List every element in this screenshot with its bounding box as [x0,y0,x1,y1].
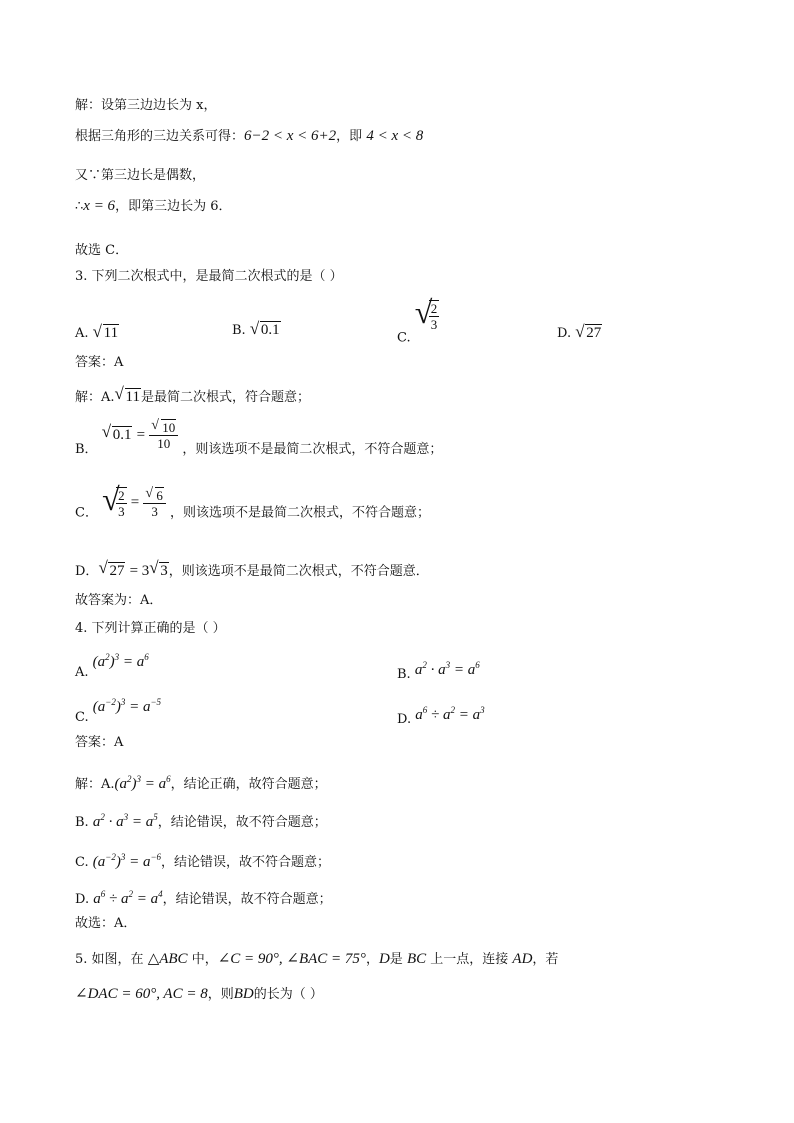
sol2-line2-mid: ，即 [336,129,363,144]
q4-option-d-label: D. [397,712,412,727]
sol2-line2 [75,127,423,146]
q3-sol-a-radicand: 11 [125,389,140,405]
q3-option-c [397,294,439,346]
q3-answer: 答案：A [75,355,124,370]
q3-sol-c [75,481,430,523]
q3-sol-b-post: ，则该选项不是最简二次根式，不符合题意； [182,442,443,457]
q3-option-a-label: A. [75,326,89,341]
sqrt-icon: √ 6 [145,485,163,503]
q4-sol-c-expr: $(a^{-2})^3 = a^{-6}$ [92,852,162,870]
q3-option-c-num: 2 [430,301,438,316]
q4-sol-d-label: D. [75,892,90,907]
q4-sol-c-label: C. [75,855,89,870]
q4-sol-c-post: ，结论错误，故不符合题意； [161,855,331,870]
q3-sol-b-num: 10 [162,420,176,435]
q5-p1: 5. 如图，在 [75,952,144,967]
q5-ad: AD [512,951,533,967]
q3-option-d-radicand: 27 [586,325,602,341]
q5-line1 [75,950,558,969]
q3-sol-c-label: C． [75,505,98,521]
q3-sol-a [75,384,310,407]
q5-l2-p2: 的长为（ ） [253,987,323,1002]
sqrt-icon: √ $\frac{2}{3}$ [102,481,125,519]
q3-sol-b-label: B． [75,442,98,457]
q5-bc: BC [406,951,427,967]
sol2-line1: 解：设第三边边长为 x， [75,98,217,113]
q3-final: 故答案为：A． [75,593,163,608]
q4-sol-b [75,808,327,832]
q3-sol-d-radicand2: 3 [160,563,168,579]
q5-point-d: D [378,951,390,967]
q5-given: ∠DAC = 60°, AC = 8 [75,986,208,1002]
q5-p6: ，若 [532,952,559,967]
sqrt-icon: √ 11 [114,384,140,405]
sqrt-icon: √ 0.1 [249,319,280,338]
q3-stem: 3. 下列二次根式中，是最简二次根式的是（ ） [75,269,343,284]
q5-triangle: △ABC [147,951,188,967]
q3-sol-c-eq: = [130,494,140,511]
q3-sol-a-post: 是最简二次根式，符合题意； [140,390,310,405]
sol2-eq: x = 6 [83,198,116,214]
q3-option-b [232,319,281,339]
q4-option-c-expr: $(a^{-2})^3 = a^{-5}$ [92,697,162,715]
q3-option-c-den: 3 [430,317,438,332]
q4-sol-d [75,885,332,909]
q3-sol-d-label: D． [75,564,99,579]
q4-sol-a-post: ，结论正确，故符合题意； [170,777,327,792]
sqrt-icon: √ 3 [149,558,168,579]
q3-sol-c-rnum: 6 [156,487,163,503]
q3-option-a [75,322,119,342]
q4-option-d-expr: $a^6 \div a^2 = a^3$ [415,705,485,723]
q5-p3: ， [365,952,379,967]
sol2-line3: 又∵第三边长是偶数， [75,168,206,183]
q3-sol-c-rden: 3 [151,503,158,519]
q5-l2-p1: ，则 [207,987,234,1002]
sqrt-icon: √ 11 [92,322,119,341]
q4-sol-b-post: ，结论错误，故不符合题意； [157,815,327,830]
q4-option-c [75,697,161,725]
sqrt-icon: √ $\frac{2}{3}$ [414,294,438,332]
sqrt-icon: √ 0.1 [101,422,132,443]
q3-option-b-radicand: 0.1 [260,322,280,338]
q4-sol-a [75,770,327,794]
sol2-ineq2: 4 < x < 8 [366,128,424,144]
sol2-line4 [75,197,231,216]
q3-sol-b-radicand: 0.1 [112,427,132,443]
sol2-line2-pre: 根据三角形的三边关系可得： [75,129,245,144]
q3-sol-b-den: 10 [157,436,171,451]
q4-option-b [397,660,480,682]
q4-answer: 答案：A [75,735,124,750]
q4-sol-d-post: ，结论错误，故不符合题意； [162,892,332,907]
q4-sol-a-pre: 解：A. [75,777,115,792]
q3-sol-a-pre: 解：A. [75,390,115,405]
q5-line2 [75,985,323,1004]
q3-option-d [557,322,602,342]
sol2-ineq1: 6−2 < x < 6+2 [244,128,337,144]
q4-option-c-label: C. [75,710,89,725]
q4-option-b-label: B. [397,667,411,682]
q4-option-a-expr: $(a^2)^3 = a^6$ [92,652,149,670]
sqrt-icon: √ 27 [98,558,125,579]
q3-sol-c-den: 3 [118,504,125,519]
sqrt-icon: √ 27 [575,322,602,341]
q3-option-b-label: B. [232,323,246,338]
q4-option-d [397,705,485,727]
q3-option-a-radicand: 11 [103,325,119,341]
q4-sol-b-expr: $a^2 \cdot a^3 = a^5$ [92,812,158,830]
q3-sol-c-num: 2 [118,488,125,503]
q4-option-a-label: A. [75,665,89,680]
q3-sol-d-eq: = 3 [129,563,150,579]
q3-sol-b [75,420,442,459]
q4-sol-c [75,848,330,872]
q3-sol-c-post: ，则该选项不是最简二次根式，不符合题意； [169,505,430,521]
q3-sol-d-post: ，则该选项不是最简二次根式，不符合题意． [168,564,429,579]
sol2-therefore: ∴ [75,199,84,214]
q5-p4: 是 [389,952,403,967]
q5-p5: 上一点，连接 [430,952,509,967]
q3-option-d-label: D. [557,326,572,341]
sol2-line4-post: ，即第三边长为 6． [115,199,232,214]
q5-bd: BD [233,986,254,1002]
q3-sol-b-eq: = [136,427,146,443]
q3-sol-d [75,558,429,581]
q4-sol-d-expr: $a^6 \div a^2 = a^4$ [93,889,163,907]
q4-option-a [75,652,149,680]
sol2-line5: 故选 C． [75,243,129,258]
sqrt-icon: √ 10 [151,418,176,435]
q4-stem: 4. 下列计算正确的是（ ） [75,621,226,636]
q4-option-b-expr: $a^2 \cdot a^3 = a^6$ [414,660,480,678]
q4-sol-a-expr: $(a^2)^3 = a^6$ [114,774,171,792]
q5-p2: 中， [191,952,218,967]
q5-angles: ∠C = 90°, ∠BAC = 75° [217,951,366,967]
q3-sol-d-radicand: 27 [109,563,125,579]
q4-final: 故选：A． [75,916,137,931]
q4-sol-b-label: B. [75,815,89,830]
q3-option-c-label: C. [397,330,411,346]
